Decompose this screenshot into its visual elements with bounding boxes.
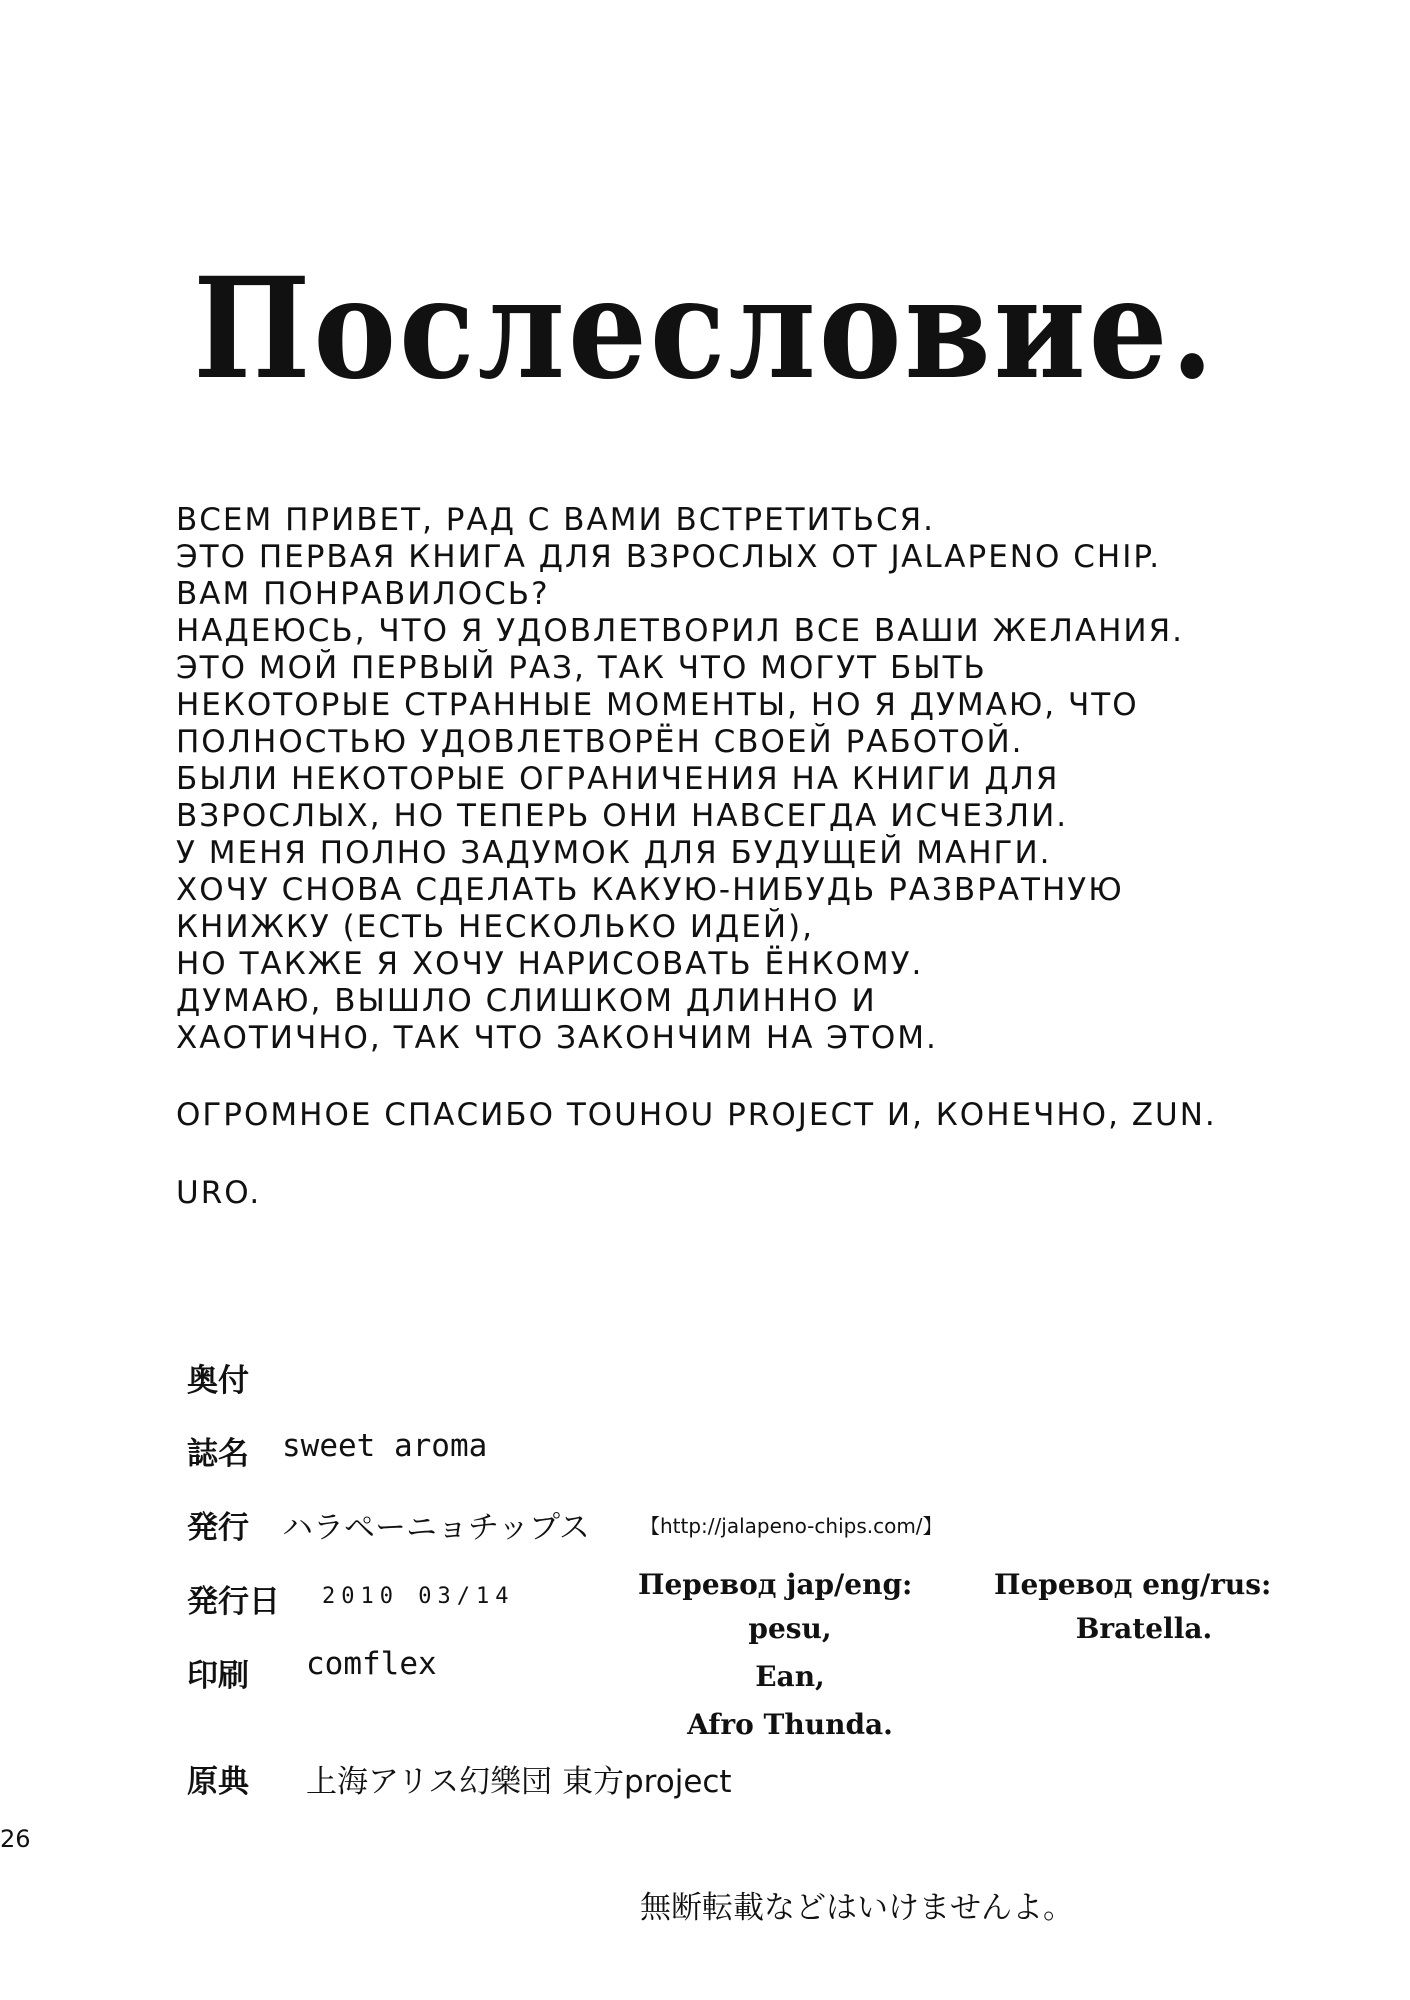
- afterword-text: [176, 502, 1356, 1057]
- afterword-line: ВЗРОСЛЫХ, НО ТЕПЕРЬ ОНИ НАВСЕГДА ИСЧЕЗЛИ.: [176, 798, 1069, 834]
- publisher-label: 発行: [187, 1510, 249, 1546]
- afterword-line: ЭТО ПЕРВАЯ КНИГА ДЛЯ ВЗРОСЛЫХ ОТ JALAPENO CHIP.: [176, 539, 1162, 575]
- credit-name: Ean,: [755, 1660, 825, 1693]
- afterword-line: КНИЖКУ (ЕСТЬ НЕСКОЛЬКО ИДЕЙ),: [176, 909, 814, 945]
- afterword-line: НО ТАКЖЕ Я ХОЧУ НАРИСОВАТЬ ЁНКОМУ.: [176, 946, 924, 982]
- reprint-notice: 無断転載などはいけませんよ。: [640, 1890, 1074, 1926]
- afterword-line: НАДЕЮСЬ, ЧТО Я УДОВЛЕТВОРИЛ ВСЕ ВАШИ ЖЕЛАНИЯ.: [176, 613, 1184, 649]
- title-value: sweet aroma: [282, 1428, 488, 1464]
- afterword-line: ВСЕМ ПРИВЕТ, РАД С ВАМИ ВСТРЕТИТЬСЯ.: [176, 502, 936, 538]
- page-number: 26: [0, 1825, 31, 1853]
- publisher-url: 【http://jalapeno-chips.com/】: [640, 1514, 943, 1538]
- source-value: 上海アリス幻樂団 東方project: [306, 1764, 732, 1800]
- afterword-line: ЭТО МОЙ ПЕРВЫЙ РАЗ, ТАК ЧТО МОГУТ БЫТЬ: [176, 650, 987, 686]
- credit-name: pesu,: [748, 1612, 832, 1645]
- printer-label: 印刷: [187, 1658, 249, 1694]
- date-label: 発行日: [187, 1584, 280, 1620]
- thanks-line: ОГРОМНОЕ СПАСИБО TOUHOU PROJECT И, КОНЕЧНО, ZUN.: [176, 1097, 1217, 1133]
- afterword-line: ХАОТИЧНО, ТАК ЧТО ЗАКОНЧИМ НА ЭТОМ.: [176, 1020, 938, 1056]
- afterword-line: ПОЛНОСТЬЮ УДОВЛЕТВОРЁН СВОЕЙ РАБОТОЙ.: [176, 724, 1024, 760]
- afterword-line: НЕКОТОРЫЕ СТРАННЫЕ МОМЕНТЫ, НО Я ДУМАЮ, ЧТО: [176, 687, 1139, 723]
- afterword-line: ДУМАЮ, ВЫШЛО СЛИШКОМ ДЛИННО И: [176, 983, 877, 1019]
- afterword-line: БЫЛИ НЕКОТОРЫЕ ОГРАНИЧЕНИЯ НА КНИГИ ДЛЯ: [176, 761, 1060, 797]
- afterword-line: ВАМ ПОНРАВИЛОСЬ?: [176, 576, 550, 612]
- afterword-line: У МЕНЯ ПОЛНО ЗАДУМОК ДЛЯ БУДУЩЕЙ МАНГИ.: [176, 835, 1052, 871]
- credit-name: Afro Thunda.: [687, 1708, 893, 1741]
- credit-eng-rus-heading: Перевод eng/rus:: [994, 1568, 1272, 1601]
- author-signature: URO.: [176, 1175, 262, 1211]
- publisher-value: ハラペーニョチップス: [282, 1510, 590, 1546]
- credit-name: Bratella.: [1075, 1612, 1213, 1645]
- credit-jap-eng-heading: Перевод jap/eng:: [638, 1568, 913, 1601]
- page-title: Послесловие.: [193, 248, 1217, 411]
- colophon-heading: 奥付: [187, 1363, 249, 1399]
- title-label: 誌名: [187, 1436, 249, 1472]
- printer-value: comflex: [306, 1646, 437, 1682]
- date-value: 2010 03/14: [322, 1584, 515, 1609]
- afterword-line: ХОЧУ СНОВА СДЕЛАТЬ КАКУЮ-НИБУДЬ РАЗВРАТНУЮ: [176, 872, 1124, 908]
- source-label: 原典: [187, 1764, 249, 1800]
